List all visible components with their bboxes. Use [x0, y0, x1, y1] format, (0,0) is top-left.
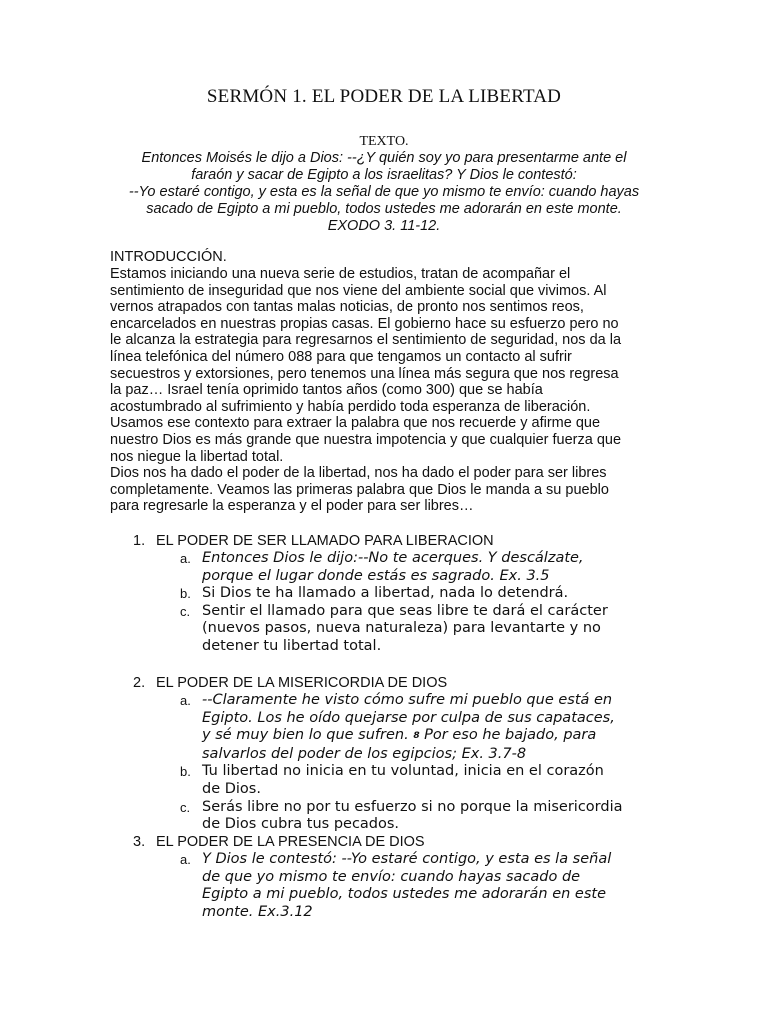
scripture-line: sacado de Egipto a mi pueblo, todos ustedes me adorarán en este monte. — [146, 201, 622, 217]
list-item — [180, 799, 673, 834]
scripture-line: faraón y sacar de Egipto a los israelitas? Y Dios le contestó: — [191, 167, 577, 183]
item-letter: b. — [180, 764, 191, 780]
intro-line: encarcelados en nuestras propias casas. El gobierno hace su esfuerzo pero no — [110, 315, 619, 332]
item-line: de que yo mismo te envío: cuando hayas sacado de — [202, 868, 581, 885]
item-letter: a. — [180, 693, 191, 708]
section-3 — [133, 834, 673, 921]
scripture-text — [100, 133, 668, 235]
item-line: monte. Ex.3.12 — [202, 903, 313, 920]
list-item — [180, 550, 673, 585]
list-item — [180, 851, 673, 921]
list-item — [180, 585, 673, 603]
item-line: Sentir el llamado para que seas libre te dará el carácter — [202, 602, 608, 619]
section-2 — [133, 675, 673, 834]
section-1 — [133, 533, 673, 656]
intro-line: línea telefónica del número 088 para que tengamos un contacto al sufrir — [110, 349, 572, 366]
section-number: 2. — [133, 675, 146, 691]
intro-heading: INTRODUCCIÓN. — [110, 249, 227, 265]
item-line: (nuevos pasos, nueva naturaleza) para levantarte y no — [202, 620, 601, 637]
item-line-text: Por eso he bajado, para — [419, 727, 597, 744]
item-line: Si Dios te ha llamado a libertad, nada lo detendrá. — [202, 585, 569, 602]
item-letter: b. — [180, 586, 191, 602]
list-item — [180, 763, 673, 798]
intro-line: para regresarle la esperanza y el poder para ser libres… — [110, 498, 474, 515]
intro-line: Usamos ese contexto para extraer la palabra que nos recuerde y afirme que — [110, 415, 601, 432]
item-letter: c. — [180, 799, 191, 815]
intro-line: vernos atrapados con tantas malas noticias, de pronto nos sentimos reos, — [110, 299, 584, 316]
intro-line: la paz… Israel tenía oprimido tantos años (como 300) que se había — [110, 382, 543, 399]
item-line: Egipto a mi pueblo, todos ustedes me adorarán en este — [202, 886, 607, 903]
item-line: Entonces Dios le dijo:--No te acerques. Y descálzate, — [202, 550, 584, 566]
item-line: de Dios. — [202, 780, 261, 797]
section-heading — [133, 675, 673, 692]
scripture-line: --Yo estaré contigo, y esta es la señal de que yo mismo te envío: cuando hayas — [128, 184, 640, 200]
intro-line: Estamos iniciando una nueva serie de estudios, tratan de acompañar el — [110, 266, 571, 283]
intro-line: nos niegue la libertad total. — [110, 448, 284, 465]
item-line: porque el lugar donde estás es sagrado. Ex. 3.5 — [202, 567, 550, 584]
item-line: detener tu libertad total. — [202, 637, 382, 654]
introduction — [110, 249, 670, 515]
list-item — [180, 603, 673, 656]
item-letter: a. — [180, 852, 191, 867]
verse-number: 8 — [413, 731, 420, 742]
page-title: SERMÓN 1. EL PODER DE LA LIBERTAD — [206, 86, 562, 107]
section-title: EL PODER DE LA PRESENCIA DE DIOS — [156, 834, 425, 850]
scripture-line: Entonces Moisés le dijo a Dios: --¿Y quién soy yo para presentarme ante el — [141, 150, 627, 166]
item-line: salvarlos del poder de los egipcios; Ex. 3.7-8 — [202, 745, 527, 762]
section-title: EL PODER DE LA MISERICORDIA DE DIOS — [156, 675, 448, 691]
item-line-text: y sé muy bien lo que sufren. — [202, 727, 409, 744]
item-letter: c. — [180, 603, 191, 619]
item-line: Tu libertad no inicia en tu voluntad, inicia en el corazón — [202, 763, 604, 780]
item-line — [202, 727, 615, 746]
item-line: Serás libre no por tu esfuerzo si no porque la misericordia — [202, 798, 623, 815]
intro-line: acostumbrado al sufrimiento y había perdido toda esperanza de liberación. — [110, 398, 591, 415]
section-heading — [133, 834, 673, 851]
item-line: Egipto. Los he oído quejarse por culpa de sus capataces, — [202, 709, 615, 726]
item-line: --Claramente he visto cómo sufre mi pueblo que está en — [202, 692, 613, 708]
section-number: 1. — [133, 533, 146, 549]
list-item — [180, 692, 673, 763]
intro-line: secuestros y extorsiones, pero tenemos una línea más segura que nos regresa — [110, 365, 619, 382]
intro-line: nuestro Dios es más grande que nuestra impotencia y que cualquier fuerza que — [110, 432, 622, 449]
section-title: EL PODER DE SER LLAMADO PARA LIBERACION — [156, 533, 494, 549]
section-heading — [133, 533, 673, 550]
scripture-reference: EXODO 3. 11-12. — [327, 218, 441, 234]
item-line: de Dios cubra tus pecados. — [202, 816, 400, 833]
item-letter: a. — [180, 551, 191, 566]
intro-line: sentimiento de inseguridad que nos viene del ambiente social que vivimos. Al — [110, 282, 607, 299]
text-label: TEXTO. — [359, 134, 409, 149]
intro-line: completamente. Veamos las primeras palabra que Dios le manda a su pueblo — [110, 481, 609, 498]
intro-line: le alcanza la estrategia para regresarnos el sentimiento de seguridad, nos da la — [110, 332, 622, 349]
item-line: Y Dios le contestó: --Yo estaré contigo, y esta es la señal — [202, 851, 612, 867]
section-number: 3. — [133, 834, 146, 850]
intro-line: Dios nos ha dado el poder de la libertad, nos ha dado el poder para ser libres — [110, 465, 607, 482]
